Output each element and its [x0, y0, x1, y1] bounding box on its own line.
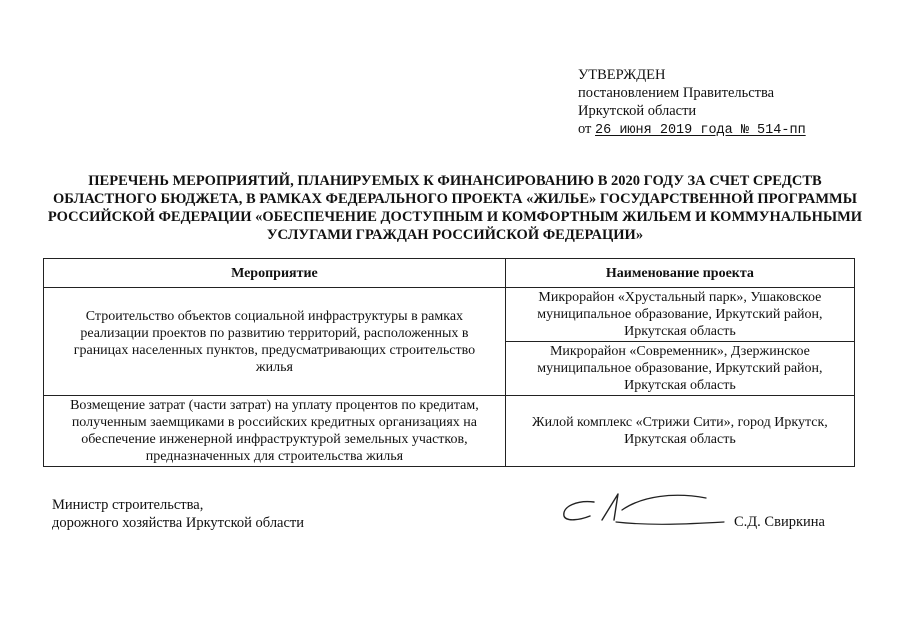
- approval-date-prefix: от: [578, 121, 592, 137]
- table-header-row: [44, 259, 855, 288]
- handwritten-signature: [556, 486, 726, 536]
- document-title: ПЕРЕЧЕНЬ МЕРОПРИЯТИЙ, ПЛАНИРУЕМЫХ К ФИНАНСИРОВАНИЮ В 2020 ГОДУ ЗА СЧЕТ СРЕДСТВ ОБЛАСТНОГО БЮДЖЕТА, В РАМКАХ ФЕДЕРАЛЬНОГО ПРОЕКТА «ЖИЛЬЕ» ГОСУДАРСТВЕННОЙ ПРОГРАММЫ РОССИЙСКОЙ ФЕДЕРАЦИИ «ОБЕСПЕЧЕНИЕ ДОСТУПНЫМ И КОМФОРТНЫМ ЖИЛЬЕМ И КОММУНАЛЬНЫМИ УСЛУГАМИ ГРАЖДАН РОССИЙСКОЙ ФЕДЕРАЦИИ»: [47, 173, 863, 243]
- row2-event-cell: Возмещение затрат (части затрат) на уплату процентов по кредитам, полученным заемщиками в российских кредитных организациях на обеспечение инженерной инфраструктурой земельных участков, предназначенных для строительства жилья: [44, 396, 506, 467]
- measures-table: [43, 258, 855, 467]
- table-row: [44, 288, 855, 342]
- header-event: Мероприятие: [44, 259, 506, 288]
- header-project: Наименование проекта: [505, 259, 854, 288]
- approval-line-1: постановлением Правительства: [578, 85, 775, 101]
- signer-position: [52, 496, 372, 532]
- row2-project-cell: Жилой комплекс «Стрижи Сити», город Иркутск, Иркутская область: [505, 396, 854, 467]
- approval-heading: УТВЕРЖДЕН: [578, 67, 666, 83]
- approval-stamp: [578, 66, 878, 140]
- table-row: [44, 396, 855, 467]
- row1-project-a-cell: Микрорайон «Хрустальный парк», Ушаковское муниципальное образование, Иркутский район, Иркутская область: [505, 288, 854, 342]
- row1-project-b-cell: Микрорайон «Современник», Дзержинское муниципальное образование, Иркутский район, Иркутская область: [505, 342, 854, 396]
- signer-position-line-2: дорожного хозяйства Иркутской области: [52, 515, 305, 531]
- signer-position-line-1: Министр строительства,: [52, 497, 204, 513]
- signer-name: С.Д. Свиркина: [734, 514, 825, 530]
- approval-date-value: 26 июня 2019 года № 514-пп: [595, 123, 806, 138]
- approval-line-2: Иркутской области: [578, 103, 697, 119]
- approval-date-line: [578, 120, 878, 140]
- row1-event-cell: Строительство объектов социальной инфраструктуры в рамках реализации проектов по развитию территорий, расположенных в границах населенных пунктов, предусматривающих строительство жилья: [44, 288, 506, 396]
